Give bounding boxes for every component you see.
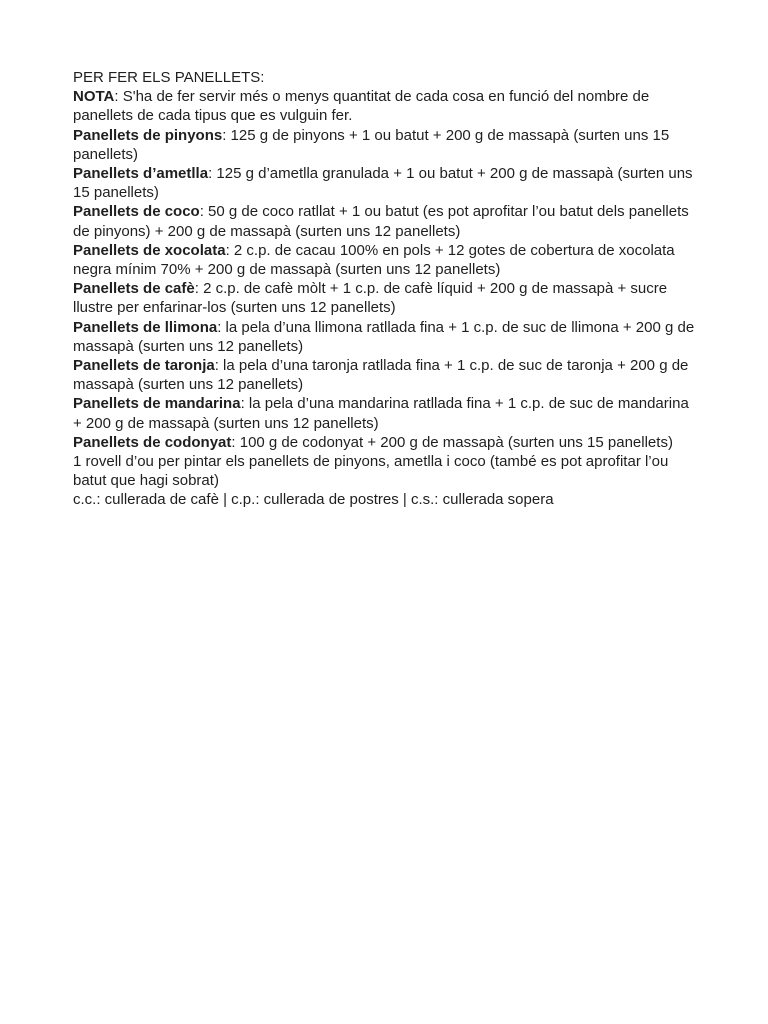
recipe-llimona	[73, 318, 696, 356]
recipe-label: Panellets de mandarina	[73, 395, 241, 413]
recipe-text: : 100 g de codonyat + 200 g de massapà (surten uns 15 panellets)	[231, 433, 673, 451]
recipe-xocolata	[73, 241, 696, 279]
recipe-coco	[73, 202, 696, 240]
abbreviations-legend: c.c.: cullerada de cafè | c.p.: cullerada de postres | c.s.: cullerada sopera	[73, 491, 554, 509]
recipe-text: : la pela d’una llimona ratllada fina + 1 c.p. de suc de llimona + 200 g de massapà (surten uns 12 panellets)	[73, 318, 695, 355]
recipe-label: Panellets de llimona	[73, 318, 218, 336]
recipe-taronja	[73, 356, 696, 394]
recipe-text: : la pela d’una mandarina ratllada fina + 1 c.p. de suc de mandarina + 200 g de massapà (surten uns 12 panellets)	[73, 395, 689, 432]
recipe-codonyat	[73, 433, 696, 452]
note-paragraph	[73, 87, 696, 125]
recipe-text: : la pela d’una taronja ratllada fina + 1 c.p. de suc de taronja + 200 g de massapà (surten uns 12 panellets)	[73, 357, 689, 394]
note-text: : S'ha de fer servir més o menys quantitat de cada cosa en funció del nombre de panellets de cada tipus que es vulguin fer.	[73, 88, 650, 125]
yolk-note: 1 rovell d’ou per pintar els panellets de pinyons, ametlla i coco (també es pot aprofitar l’ou batut que hagi sobrat)	[73, 453, 669, 490]
recipe-text: : 125 g d’ametlla granulada + 1 ou batut + 200 g de massapà (surten uns 15 panellets)	[73, 165, 693, 202]
note-label: NOTA	[73, 88, 115, 106]
recipe-label: Panellets d’ametlla	[73, 165, 209, 183]
recipe-text: : 50 g de coco ratllat + 1 ou batut (es pot aprofitar l’ou batut dels panellets de pinyons) + 200 g de massapà (surten uns 12 panellets)	[73, 203, 689, 240]
recipe-label: Panellets de codonyat	[73, 433, 232, 451]
recipe-label: Panellets de xocolata	[73, 241, 226, 259]
recipe-label: Panellets de cafè	[73, 280, 195, 298]
recipe-document	[73, 68, 696, 510]
recipe-cafe	[73, 279, 696, 317]
recipe-pinyons	[73, 126, 696, 164]
recipe-text: : 2 c.p. de cacau 100% en pols + 12 gotes de cobertura de xocolata negra mínim 70% + 200 g de massapà (surten uns 12 panellets)	[73, 241, 675, 279]
recipe-label: Panellets de pinyons	[73, 126, 223, 144]
recipe-label: Panellets de taronja	[73, 357, 215, 375]
recipe-text: : 125 g de pinyons + 1 ou batut + 200 g de massapà (surten uns 15 panellets)	[73, 126, 670, 163]
recipe-text: : 2 c.p. de cafè mòlt + 1 c.p. de cafè líquid + 200 g de massapà + sucre llustre per enfarinar-los (surten uns 12 panellets)	[73, 280, 668, 317]
recipe-ametlla	[73, 164, 696, 202]
recipe-label: Panellets de coco	[73, 203, 200, 221]
document-heading: PER FER ELS PANELLETS:	[73, 69, 265, 86]
recipe-mandarina	[73, 394, 696, 432]
